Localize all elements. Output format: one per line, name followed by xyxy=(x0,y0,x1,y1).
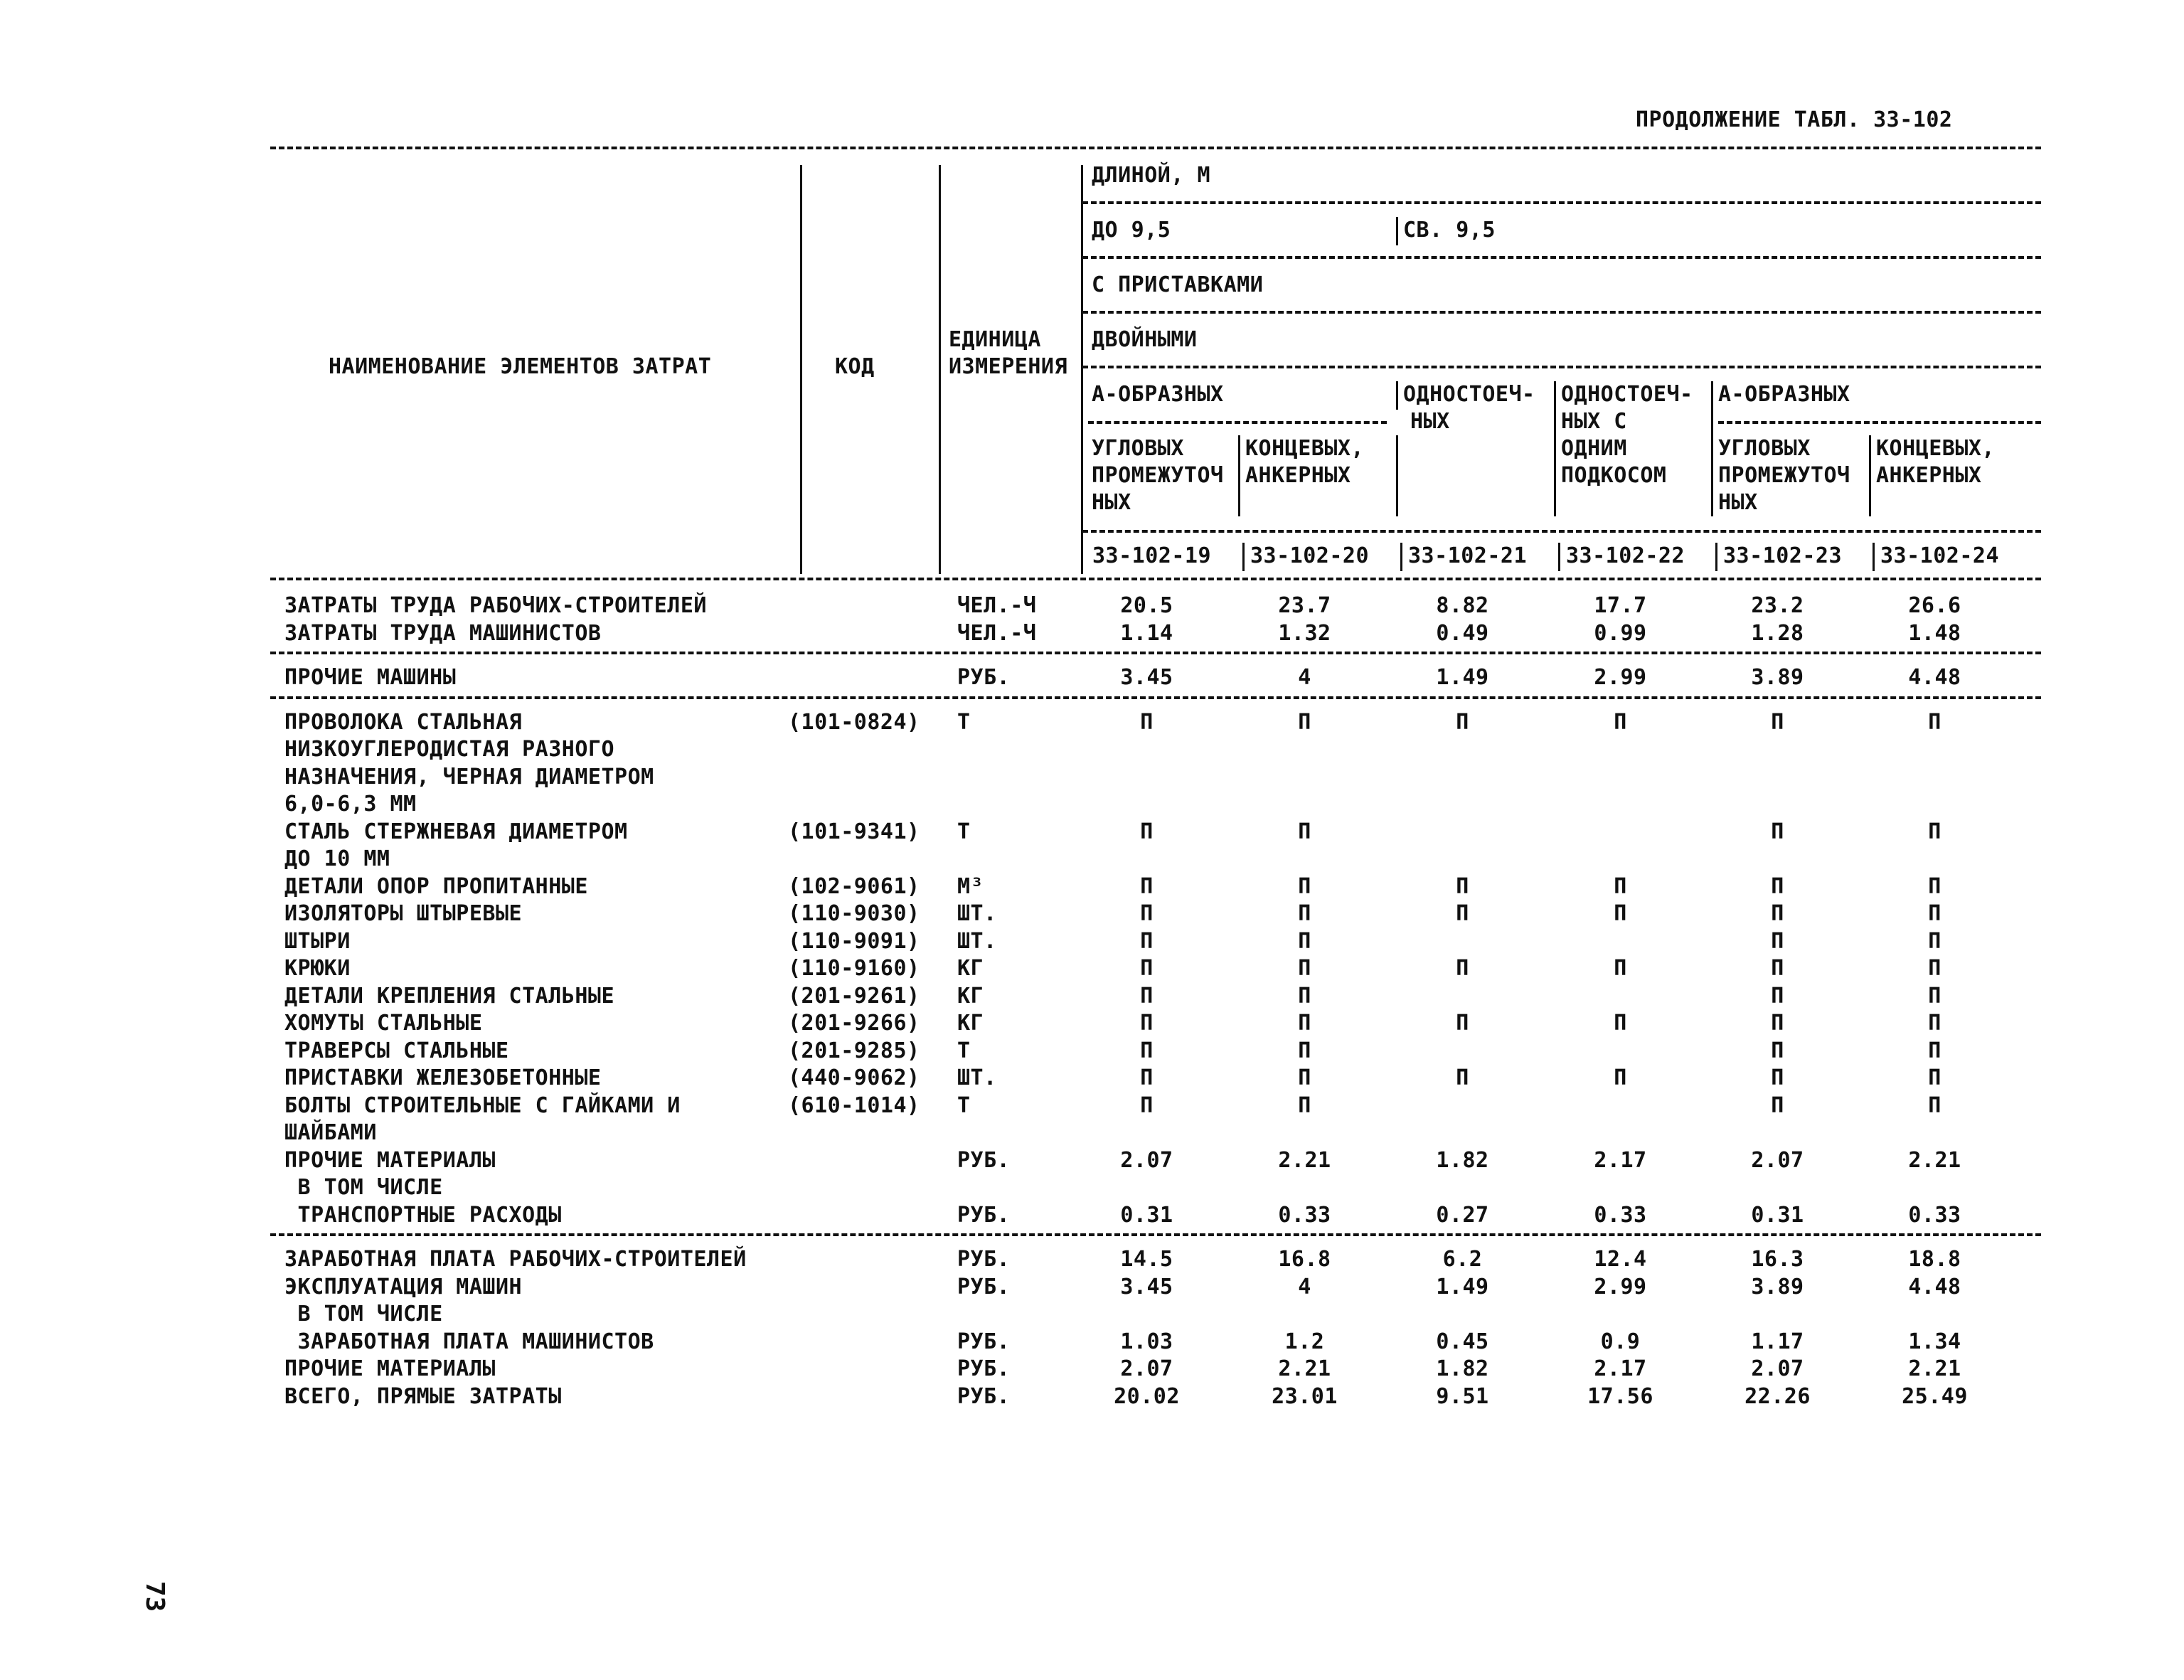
unit-column-header-1: ЕДИНИЦА xyxy=(949,327,1041,352)
row-value-5: 0.31 xyxy=(1751,1202,1804,1228)
header-end-2a: КОНЦЕВЫХ, xyxy=(1876,436,1996,461)
row-code: (101-0824) xyxy=(788,709,920,735)
row-name: ДЕТАЛИ ОПОР ПРОПИТАННЫЕ xyxy=(284,873,588,899)
header-corner-1c: НЫХ xyxy=(1092,490,1131,515)
row-value-6: П xyxy=(1928,983,1941,1009)
header-single-1: ОДНОСТОЕЧ- xyxy=(1403,382,1535,407)
header-corner-2b: ПРОМЕЖУТОЧ xyxy=(1718,463,1850,488)
row-value-6: П xyxy=(1928,819,1941,844)
row-value-4: 2.17 xyxy=(1594,1147,1647,1173)
row-value-2: 2.21 xyxy=(1278,1147,1331,1173)
row-value-6: 25.49 xyxy=(1902,1383,1968,1409)
code-sep xyxy=(1715,543,1717,571)
row-value-3: П xyxy=(1456,873,1469,899)
header-end-2b: АНКЕРНЫХ xyxy=(1876,463,1982,488)
row-unit: РУБ. xyxy=(957,665,1011,690)
row-value-6: 4.48 xyxy=(1908,1274,1961,1299)
header-corner-2c: НЫХ xyxy=(1718,490,1758,515)
row-unit: РУБ. xyxy=(957,1383,1011,1409)
header-sep-single-2 xyxy=(1554,381,1556,410)
row-value-2: 1.32 xyxy=(1278,620,1331,646)
row-name: ДЕТАЛИ КРЕПЛЕНИЯ СТАЛЬНЫЕ xyxy=(284,983,615,1009)
row-value-6: П xyxy=(1928,873,1941,899)
row-code: (440-9062) xyxy=(788,1065,920,1090)
row-code: (102-9061) xyxy=(788,873,920,899)
header-sep-end-1 xyxy=(1238,435,1240,516)
row-unit: ШТ. xyxy=(957,901,997,926)
row-name: ЭКСПЛУАТАЦИЯ МАШИН xyxy=(284,1274,523,1299)
row-value-3: 0.49 xyxy=(1436,620,1489,646)
row-value-4: П xyxy=(1614,873,1627,899)
row-name: ЗАРАБОТНАЯ ПЛАТА РАБОЧИХ-СТРОИТЕЛЕЙ xyxy=(284,1247,747,1272)
row-value-4: П xyxy=(1614,1065,1627,1090)
code-sep xyxy=(1081,543,1083,571)
row-value-3: 8.82 xyxy=(1436,593,1489,618)
row-value-6: П xyxy=(1928,1038,1941,1063)
row-code: (110-9091) xyxy=(788,928,920,954)
row-code: (610-1014) xyxy=(788,1092,920,1118)
row-value-1: 1.03 xyxy=(1120,1329,1173,1354)
row-value-6: 1.48 xyxy=(1908,620,1961,646)
row-value-2: П xyxy=(1298,928,1311,954)
header-single-2c: ОДНИМ xyxy=(1561,436,1627,461)
row-name: ТРАНСПОРТНЫЕ РАСХОДЫ xyxy=(284,1202,562,1228)
row-unit: РУБ. xyxy=(957,1274,1011,1299)
row-unit: Т xyxy=(957,819,971,844)
row-value-5: 16.3 xyxy=(1751,1247,1804,1272)
row-value-5: П xyxy=(1771,983,1784,1009)
row-name: КРЮКИ xyxy=(284,956,351,981)
row-value-6: П xyxy=(1928,901,1941,926)
header-sep-over xyxy=(1396,217,1398,245)
header-double: ДВОЙНЫМИ xyxy=(1092,327,1198,352)
row-value-4: П xyxy=(1614,901,1627,926)
row-value-2: П xyxy=(1298,1038,1311,1063)
row-name: ПРИСТАВКИ ЖЕЛЕЗОБЕТОННЫЕ xyxy=(284,1065,602,1090)
row-value-2: П xyxy=(1298,709,1311,735)
header-rule-5b xyxy=(1718,421,2041,424)
row-value-5: П xyxy=(1771,1038,1784,1063)
row-value-1: 20.5 xyxy=(1120,593,1173,618)
col-sep-name xyxy=(800,165,802,574)
row-value-6: П xyxy=(1928,1011,1941,1036)
row-unit: РУБ. xyxy=(957,1356,1011,1381)
header-end-1a: КОНЦЕВЫХ, xyxy=(1245,436,1365,461)
row-name: ДО 10 ММ xyxy=(284,846,390,871)
row-value-5: П xyxy=(1771,1092,1784,1118)
row-value-2: 16.8 xyxy=(1278,1247,1331,1272)
row-value-2: П xyxy=(1298,983,1311,1009)
row-value-6: 4.48 xyxy=(1908,665,1961,690)
row-name: ПРОЧИЕ МАТЕРИАЛЫ xyxy=(284,1356,496,1381)
row-code: (110-9160) xyxy=(788,956,920,981)
row-value-2: П xyxy=(1298,873,1311,899)
column-code-4: 33-102-22 xyxy=(1566,543,1685,568)
col-sep-unit xyxy=(1081,165,1083,574)
row-code: (110-9030) xyxy=(788,901,920,926)
row-value-3: П xyxy=(1456,956,1469,981)
row-name: ЗАРАБОТНАЯ ПЛАТА МАШИНИСТОВ xyxy=(284,1329,654,1354)
row-value-5: П xyxy=(1771,956,1784,981)
header-rule-6 xyxy=(1082,530,2041,533)
row-value-2: П xyxy=(1298,901,1311,926)
header-top-rule xyxy=(270,147,2041,149)
row-name: В ТОМ ЧИСЛЕ xyxy=(284,1302,443,1327)
header-rule-5a xyxy=(1088,421,1387,424)
header-length: ДЛИНОЙ, М xyxy=(1092,163,1211,188)
row-value-5: П xyxy=(1771,928,1784,954)
column-code-3: 33-102-21 xyxy=(1408,543,1528,568)
row-value-6: П xyxy=(1928,1092,1941,1118)
header-sep-end-2 xyxy=(1869,435,1871,516)
unit-column-header-2: ИЗМЕРЕНИЯ xyxy=(949,354,1068,379)
row-value-3: 1.49 xyxy=(1436,665,1489,690)
row-value-1: П xyxy=(1140,819,1154,844)
row-value-3: 9.51 xyxy=(1436,1383,1489,1409)
row-unit: ЧЕЛ.-Ч xyxy=(957,620,1037,646)
row-name: ВСЕГО, ПРЯМЫЕ ЗАТРАТЫ xyxy=(284,1383,562,1409)
page-number: 73 xyxy=(140,1580,170,1612)
row-value-5: 3.89 xyxy=(1751,1274,1804,1299)
row-value-6: 2.21 xyxy=(1908,1147,1961,1173)
row-name: БОЛТЫ СТРОИТЕЛЬНЫЕ С ГАЙКАМИ И xyxy=(284,1092,681,1118)
row-value-5: 1.17 xyxy=(1751,1329,1804,1354)
header-corner-2a: УГЛОВЫХ xyxy=(1718,436,1811,461)
row-value-4: 0.33 xyxy=(1594,1202,1647,1228)
row-value-1: П xyxy=(1140,983,1154,1009)
row-value-2: П xyxy=(1298,1092,1311,1118)
row-value-1: П xyxy=(1140,873,1154,899)
header-sep-single-2b xyxy=(1554,408,1556,437)
row-value-1: 3.45 xyxy=(1120,665,1173,690)
row-unit: КГ xyxy=(957,983,984,1009)
row-unit: Т xyxy=(957,709,971,735)
row-name: ШТЫРИ xyxy=(284,928,351,954)
row-value-2: П xyxy=(1298,819,1311,844)
row-name: ШАЙБАМИ xyxy=(284,1120,377,1145)
row-value-4: 0.99 xyxy=(1594,620,1647,646)
code-sep xyxy=(1873,543,1875,571)
header-single-2: ОДНОСТОЕЧ- xyxy=(1561,382,1693,407)
column-code-2: 33-102-20 xyxy=(1250,543,1370,568)
row-value-1: П xyxy=(1140,956,1154,981)
row-name: ПРОВОЛОКА СТАЛЬНАЯ xyxy=(284,709,523,735)
row-value-5: П xyxy=(1771,1011,1784,1036)
row-value-5: 2.07 xyxy=(1751,1147,1804,1173)
row-value-6: 0.33 xyxy=(1908,1202,1961,1228)
row-value-1: П xyxy=(1140,1065,1154,1090)
section-rule xyxy=(270,696,2041,699)
row-value-6: 18.8 xyxy=(1908,1247,1961,1272)
row-unit: КГ xyxy=(957,1011,984,1036)
name-column-header: НАИМЕНОВАНИЕ ЭЛЕМЕНТОВ ЗАТРАТ xyxy=(329,354,712,379)
row-name: ПРОЧИЕ МАТЕРИАЛЫ xyxy=(284,1147,496,1173)
row-value-3: 0.45 xyxy=(1436,1329,1489,1354)
column-code-1: 33-102-19 xyxy=(1092,543,1212,568)
row-value-4: П xyxy=(1614,709,1627,735)
section-rule xyxy=(270,1233,2041,1236)
row-value-6: 1.34 xyxy=(1908,1329,1961,1354)
row-value-4: 17.56 xyxy=(1587,1383,1653,1409)
header-corner-1a: УГЛОВЫХ xyxy=(1092,436,1184,461)
row-value-1: П xyxy=(1140,1011,1154,1036)
row-value-6: П xyxy=(1928,1065,1941,1090)
header-rule-1 xyxy=(1082,201,2041,204)
row-value-2: 2.21 xyxy=(1278,1356,1331,1381)
row-value-6: П xyxy=(1928,928,1941,954)
header-sep-c21 xyxy=(1396,435,1398,516)
row-code: (201-9285) xyxy=(788,1038,920,1063)
row-value-3: 0.27 xyxy=(1436,1202,1489,1228)
header-with-attach: С ПРИСТАВКАМИ xyxy=(1092,272,1264,297)
row-value-4: 12.4 xyxy=(1594,1247,1647,1272)
row-unit: Т xyxy=(957,1038,971,1063)
row-value-2: 0.33 xyxy=(1278,1202,1331,1228)
row-value-5: П xyxy=(1771,709,1784,735)
row-value-6: 26.6 xyxy=(1908,593,1961,618)
row-value-4: П xyxy=(1614,1011,1627,1036)
header-sep-c23 xyxy=(1711,435,1713,516)
row-value-3: 1.49 xyxy=(1436,1274,1489,1299)
header-a-shaped-2: А-ОБРАЗНЫХ xyxy=(1718,382,1850,407)
header-a-shaped-1: А-ОБРАЗНЫХ xyxy=(1092,382,1224,407)
row-value-6: П xyxy=(1928,709,1941,735)
row-unit: РУБ. xyxy=(957,1329,1011,1354)
column-code-6: 33-102-24 xyxy=(1880,543,2000,568)
header-sep-c22 xyxy=(1554,435,1556,516)
row-value-6: 2.21 xyxy=(1908,1356,1961,1381)
row-name: 6,0-6,3 ММ xyxy=(284,792,417,817)
row-value-4: 17.7 xyxy=(1594,593,1647,618)
row-value-5: 23.2 xyxy=(1751,593,1804,618)
header-rule-2 xyxy=(1082,256,2041,259)
header-sep-a-shaped-2 xyxy=(1711,381,1713,410)
row-value-2: П xyxy=(1298,956,1311,981)
row-unit: ШТ. xyxy=(957,928,997,954)
row-value-3: П xyxy=(1456,1011,1469,1036)
row-value-5: 2.07 xyxy=(1751,1356,1804,1381)
header-up-to: ДО 9,5 xyxy=(1092,218,1171,243)
row-value-2: 1.2 xyxy=(1284,1329,1325,1354)
row-unit: РУБ. xyxy=(957,1202,1011,1228)
row-name: ТРАВЕРСЫ СТАЛЬНЫЕ xyxy=(284,1038,509,1063)
row-unit: ЧЕЛ.-Ч xyxy=(957,593,1037,618)
header-single-2d: ПОДКОСОМ xyxy=(1561,463,1667,488)
row-value-1: П xyxy=(1140,1092,1154,1118)
row-value-2: 4 xyxy=(1298,1274,1311,1299)
row-unit: КГ xyxy=(957,956,984,981)
section-rule xyxy=(270,652,2041,654)
header-single-2b: НЫХ С xyxy=(1561,409,1627,434)
row-value-3: П xyxy=(1456,1065,1469,1090)
row-value-1: 20.02 xyxy=(1114,1383,1180,1409)
row-value-4: 2.99 xyxy=(1594,665,1647,690)
row-value-1: 0.31 xyxy=(1120,1202,1173,1228)
row-value-1: 14.5 xyxy=(1120,1247,1173,1272)
header-bottom-rule xyxy=(270,578,2041,580)
row-value-1: П xyxy=(1140,901,1154,926)
row-value-1: П xyxy=(1140,1038,1154,1063)
code-sep xyxy=(1400,543,1402,571)
row-name: НИЗКОУГЛЕРОДИСТАЯ РАЗНОГО xyxy=(284,737,615,762)
row-value-2: 4 xyxy=(1298,665,1311,690)
row-value-4: 2.17 xyxy=(1594,1356,1647,1381)
header-corner-1b: ПРОМЕЖУТОЧ xyxy=(1092,463,1224,488)
header-over: СВ. 9,5 xyxy=(1403,218,1496,243)
row-name: ЗАТРАТЫ ТРУДА МАШИНИСТОВ xyxy=(284,620,602,646)
row-value-4: 2.99 xyxy=(1594,1274,1647,1299)
code-sep xyxy=(1558,543,1560,571)
row-value-5: П xyxy=(1771,1065,1784,1090)
row-code: (201-9266) xyxy=(788,1011,920,1036)
row-unit: РУБ. xyxy=(957,1247,1011,1272)
column-code-5: 33-102-23 xyxy=(1723,543,1843,568)
header-rule-3 xyxy=(1082,311,2041,314)
row-name: ЗАТРАТЫ ТРУДА РАБОЧИХ-СТРОИТЕЛЕЙ xyxy=(284,593,707,618)
row-unit: ШТ. xyxy=(957,1065,997,1090)
row-value-1: П xyxy=(1140,709,1154,735)
row-value-2: 23.7 xyxy=(1278,593,1331,618)
row-value-1: 3.45 xyxy=(1120,1274,1173,1299)
row-name: В ТОМ ЧИСЛЕ xyxy=(284,1175,443,1200)
col-sep-code xyxy=(939,165,941,574)
row-unit: Т xyxy=(957,1092,971,1118)
row-name: ИЗОЛЯТОРЫ ШТЫРЕВЫЕ xyxy=(284,901,523,926)
row-unit: М³ xyxy=(957,873,984,899)
continuation-note: ПРОДОЛЖЕНИЕ ТАБЛ. 33-102 xyxy=(1636,107,1953,132)
row-value-3: П xyxy=(1456,901,1469,926)
row-value-5: П xyxy=(1771,901,1784,926)
row-value-5: 22.26 xyxy=(1744,1383,1811,1409)
row-value-3: 1.82 xyxy=(1436,1356,1489,1381)
row-value-4: П xyxy=(1614,956,1627,981)
header-sep-a2b xyxy=(1711,408,1713,437)
row-value-3: 1.82 xyxy=(1436,1147,1489,1173)
row-name: ПРОЧИЕ МАШИНЫ xyxy=(284,665,457,690)
row-value-1: 2.07 xyxy=(1120,1356,1173,1381)
header-single-1b: НЫХ xyxy=(1410,409,1450,434)
header-rule-4 xyxy=(1082,366,2041,368)
header-end-1b: АНКЕРНЫХ xyxy=(1245,463,1351,488)
row-value-2: П xyxy=(1298,1011,1311,1036)
row-name: НАЗНАЧЕНИЯ, ЧЕРНАЯ ДИАМЕТРОМ xyxy=(284,764,654,790)
row-value-5: 1.28 xyxy=(1751,620,1804,646)
row-code: (101-9341) xyxy=(788,819,920,844)
row-value-2: 23.01 xyxy=(1272,1383,1338,1409)
row-value-1: 1.14 xyxy=(1120,620,1173,646)
code-column-header: КОД xyxy=(835,354,875,379)
row-value-3: П xyxy=(1456,709,1469,735)
code-sep xyxy=(1242,543,1245,571)
row-code: (201-9261) xyxy=(788,983,920,1009)
row-unit: РУБ. xyxy=(957,1147,1011,1173)
row-name: СТАЛЬ СТЕРЖНЕВАЯ ДИАМЕТРОМ xyxy=(284,819,628,844)
header-sep-single-1 xyxy=(1396,381,1398,410)
row-value-5: П xyxy=(1771,873,1784,899)
row-value-1: П xyxy=(1140,928,1154,954)
row-value-4: 0.9 xyxy=(1600,1329,1641,1354)
row-value-2: П xyxy=(1298,1065,1311,1090)
row-value-1: 2.07 xyxy=(1120,1147,1173,1173)
row-value-6: П xyxy=(1928,956,1941,981)
row-value-5: П xyxy=(1771,819,1784,844)
row-value-5: 3.89 xyxy=(1751,665,1804,690)
row-value-3: 6.2 xyxy=(1442,1247,1483,1272)
row-name: ХОМУТЫ СТАЛЬНЫЕ xyxy=(284,1011,483,1036)
